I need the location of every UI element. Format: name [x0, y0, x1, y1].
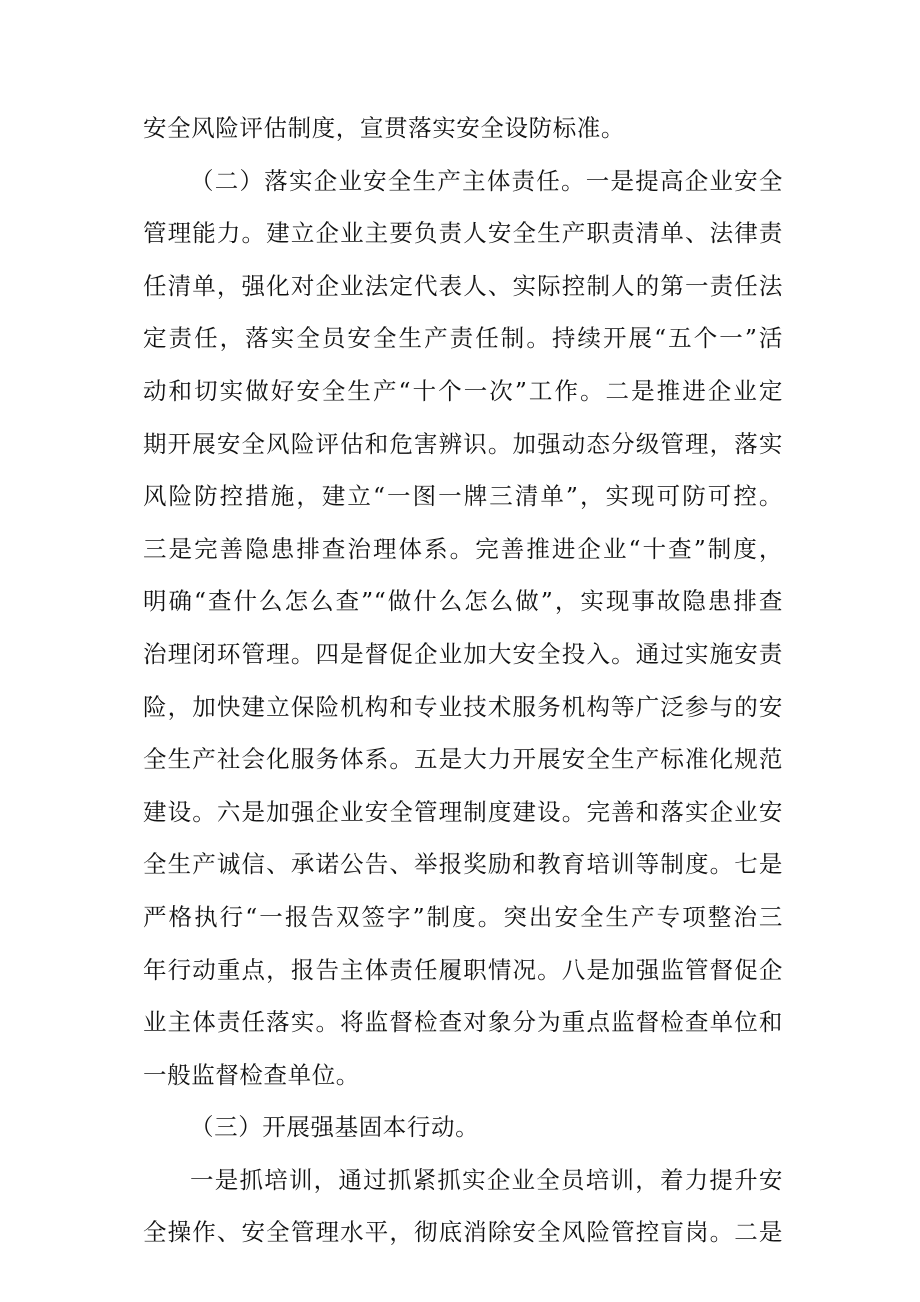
text-line-17: 年行动重点，报告主体责任履职情况。八是加强监管督促企 — [143, 955, 783, 984]
text-line-19: 一般监督检查单位。 — [143, 1060, 360, 1089]
text-line-1: 安全风险评估制度，宣贯落实安全设防标准。 — [143, 114, 625, 142]
text-line-13: 全生产社会化服务体系。五是大力开展安全生产标准化规范 — [143, 745, 783, 774]
text-line-14: 建设。六是加强企业安全管理制度建设。完善和落实企业安 — [143, 797, 783, 826]
text-line-9: 三是完善隐患排查治理体系。完善推进企业“十查”制度， — [143, 534, 783, 563]
text-line-2: （二）落实企业安全生产主体责任。一是提高企业安全 — [190, 166, 783, 195]
section-heading-3: （三）开展强基固本行动。 — [190, 1113, 480, 1142]
text-line-15: 全生产诚信、承诺公告、举报奖励和教育培训等制度。七是 — [143, 850, 783, 879]
body-text — [143, 102, 783, 1259]
text-line-10: 明确“查什么怎么查”“做什么怎么做”，实现事故隐患排查 — [143, 587, 783, 616]
text-line-16: 严格执行“一报告双签字”制度。突出安全生产专项整治三 — [143, 902, 783, 931]
text-line-3: 管理能力。建立企业主要负责人安全生产职责清单、法律责 — [143, 219, 783, 248]
text-line-21: 一是抓培训，通过抓紧抓实企业全员培训，着力提升安 — [190, 1165, 783, 1194]
text-line-7: 期开展安全风险评估和危害辨识。加强动态分级管理，落实 — [143, 429, 783, 458]
text-line-18: 业主体责任落实。将监督检查对象分为重点监督检查单位和 — [143, 1008, 783, 1037]
text-line-12: 险，加快建立保险机构和专业技术服务机构等广泛参与的安 — [143, 692, 783, 721]
text-line-11: 治理闭环管理。四是督促企业加大安全投入。通过实施安责 — [143, 639, 783, 668]
text-line-6: 动和切实做好安全生产“十个一次”工作。二是推进企业定 — [143, 376, 783, 405]
text-line-4: 任清单，强化对企业法定代表人、实际控制人的第一责任法 — [143, 271, 783, 300]
text-line-22: 全操作、安全管理水平，彻底消除安全风险管控盲岗。二是 — [143, 1218, 783, 1247]
text-line-8: 风险防控措施，建立“一图一牌三清单”，实现可防可控。 — [143, 482, 783, 511]
text-line-5: 定责任，落实全员安全生产责任制。持续开展“五个一”活 — [143, 324, 783, 353]
